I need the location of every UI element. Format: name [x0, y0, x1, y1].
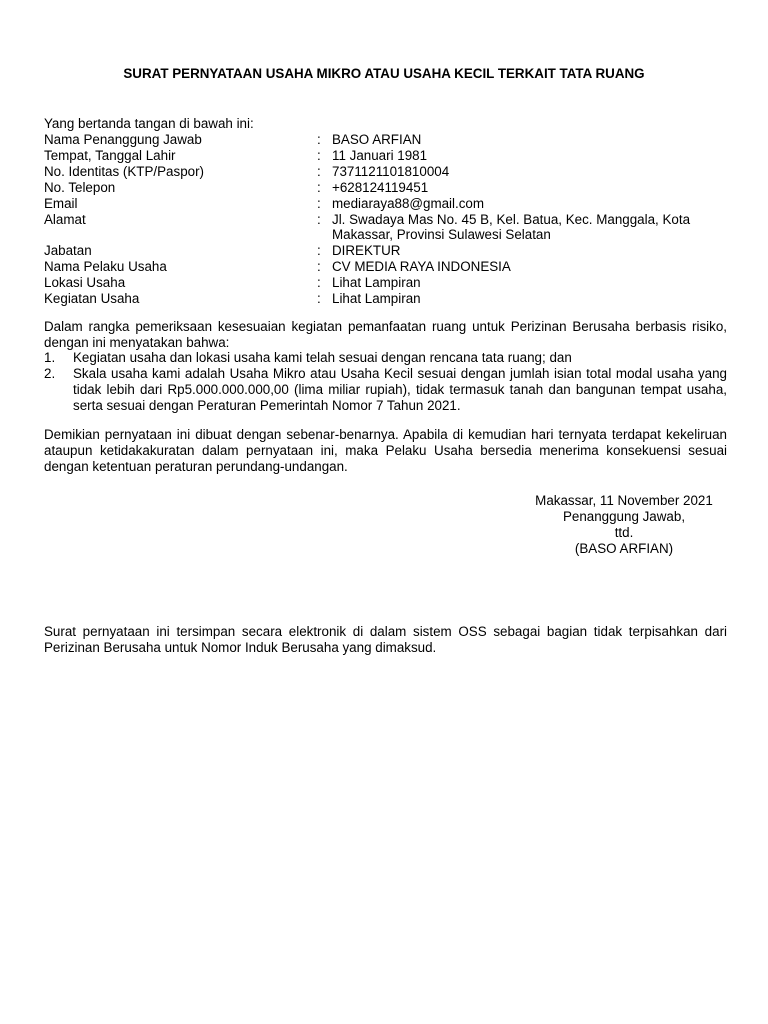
field-row-tempat-tanggal-lahir [44, 148, 734, 164]
field-value: BASO ARFIAN [332, 132, 422, 147]
signature-name: (BASO ARFIAN) [574, 540, 674, 556]
field-value: mediaraya88@gmail.com [332, 195, 485, 211]
field-label: No. Telepon [44, 179, 116, 195]
field-row-no-telepon [44, 180, 734, 196]
field-colon: : [317, 132, 321, 147]
statement-intro-paragraph: Dalam rangka pemeriksaan kesesuaian kegiatan pemanfaatan ruang untuk Perizinan Berusaha berbasis risiko, dengan ini menyatakan bahwa: [44, 319, 727, 350]
signature-role: Penanggung Jawab, [562, 508, 686, 524]
field-colon: : [317, 163, 321, 179]
field-colon: : [317, 259, 321, 275]
field-value: +628124119451 [332, 179, 429, 195]
statement-number: 2. [44, 365, 56, 381]
statement-number: 1. [44, 350, 56, 365]
field-label: Jabatan [44, 243, 92, 259]
field-colon: : [317, 179, 321, 195]
field-value: Lihat Lampiran [332, 291, 421, 307]
field-colon: : [317, 243, 321, 259]
field-row-no-identitas [44, 164, 734, 180]
signature-block [500, 493, 748, 557]
field-value: Lihat Lampiran [332, 275, 421, 291]
statement-text: Kegiatan usaha dan lokasi usaha kami telah sesuai dengan rencana tata ruang; dan [73, 350, 572, 365]
field-colon: : [317, 275, 321, 291]
field-label: Lokasi Usaha [44, 275, 126, 291]
field-label: Alamat [44, 211, 86, 227]
field-label: No. Identitas (KTP/Paspor) [44, 163, 205, 179]
footer-note: Surat pernyataan ini tersimpan secara elektronik di dalam sistem OSS sebagai bagian tidak terpisahkan dari Perizinan Berusaha untuk Nomor Induk Berusaha yang dimaksud. [44, 624, 727, 655]
statement-text: Skala usaha kami adalah Usaha Mikro atau Usaha Kecil sesuai dengan jumlah isian total modal usaha yang tidak lebih dari Rp5.000.000.000,00 (lima miliar rupiah), tidak termasuk tanah dan bangunan tempat usaha, serta sesuai dengan Peraturan Pemerintah Nomor 7 Tahun 2021. [73, 365, 727, 413]
field-row-email [44, 196, 734, 212]
field-row-alamat [44, 212, 734, 244]
signature-place-date: Makassar, 11 November 2021 [535, 493, 713, 508]
field-value: CV MEDIA RAYA INDONESIA [332, 259, 511, 275]
statement-item [44, 350, 727, 366]
statement-list [44, 350, 727, 414]
statement-item [44, 366, 727, 414]
field-row-jabatan [44, 243, 734, 259]
closing-paragraph: Demikian pernyataan ini dibuat dengan sebenar-benarnya. Apabila di kemudian hari ternyata terdapat kekeliruan ataupun ketidakakuratan dalam pernyataan ini, maka Pelaku Usaha bersedia menerima konsekuensi sesuai dengan ketentuan peraturan perundang-undangan. [44, 427, 727, 474]
field-colon: : [317, 291, 321, 307]
document-title: SURAT PERNYATAAN USAHA MIKRO ATAU USAHA KECIL TERKAIT TATA RUANG [123, 66, 645, 81]
field-value: Jl. Swadaya Mas No. 45 B, Kel. Batua, Kec. Manggala, Kota Makassar, Provinsi Sulawesi Selatan [332, 211, 691, 243]
field-row-lokasi-usaha [44, 275, 734, 291]
signature-ttd: ttd. [614, 524, 634, 540]
field-value: 7371121101810004 [332, 163, 450, 179]
field-value: DIREKTUR [332, 243, 401, 259]
field-label: Email [44, 195, 78, 211]
field-label: Nama Penanggung Jawab [44, 132, 202, 147]
field-colon: : [317, 211, 321, 227]
field-row-nama-pelaku-usaha [44, 259, 734, 275]
field-label: Tempat, Tanggal Lahir [44, 147, 176, 163]
field-row-kegiatan-usaha [44, 291, 734, 307]
field-label: Kegiatan Usaha [44, 291, 140, 307]
identity-fields [44, 132, 734, 307]
intro-text: Yang bertanda tangan di bawah ini: [44, 116, 254, 131]
field-colon: : [317, 195, 321, 211]
field-label: Nama Pelaku Usaha [44, 259, 167, 275]
field-row-nama-penanggung-jawab [44, 132, 734, 148]
field-colon: : [317, 147, 321, 163]
field-value: 11 Januari 1981 [332, 147, 428, 163]
